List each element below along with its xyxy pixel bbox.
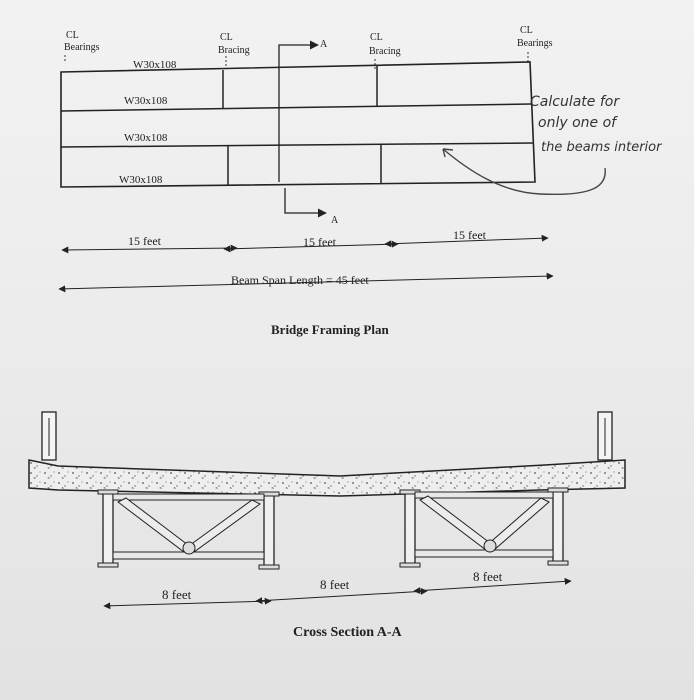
cl-bracing-right-line1: CL bbox=[370, 32, 383, 43]
top-strut-left bbox=[113, 494, 264, 500]
girder-pair-left bbox=[98, 490, 279, 569]
dim-line-seg1 bbox=[62, 248, 237, 250]
annotation-pointer-curve bbox=[443, 149, 605, 194]
beam-label-1: W30x108 bbox=[133, 59, 177, 71]
dim-label-seg2: 15 feet bbox=[303, 235, 336, 249]
cl-bearings-right-line2: Bearings bbox=[517, 38, 553, 49]
spacing-label-2: 8 feet bbox=[320, 577, 350, 592]
spacing-label-1: 8 feet bbox=[162, 587, 192, 602]
plan-outline bbox=[61, 62, 535, 187]
dim-label-seg1: 15 feet bbox=[128, 234, 161, 248]
cl-bearings-right-line1: CL bbox=[520, 25, 533, 36]
gusset-left bbox=[183, 542, 195, 554]
beam-label-2: W30x108 bbox=[124, 95, 168, 107]
gusset-right bbox=[484, 540, 496, 552]
section-title: Cross Section A-A bbox=[293, 625, 402, 640]
girder-left-1 bbox=[103, 492, 113, 564]
section-mark-top: A bbox=[320, 39, 328, 50]
annotation-line-1: Calculate for bbox=[530, 94, 620, 110]
brace-left-a bbox=[118, 498, 192, 552]
spacing-label-3: 8 feet bbox=[473, 569, 503, 584]
cl-bracing-left-line1: CL bbox=[220, 32, 233, 43]
annotation-line-3: the beams interior bbox=[541, 140, 662, 155]
dim-line-spacing2 bbox=[256, 591, 427, 601]
brace-left-b bbox=[186, 500, 260, 552]
section-cut-bottom bbox=[285, 188, 326, 213]
girder-pair-right bbox=[400, 488, 568, 567]
cl-bearings-left-line1: CL bbox=[66, 30, 79, 41]
span-length-label: Beam Span Length = 45 feet bbox=[231, 273, 369, 287]
beam-label-3: W30x108 bbox=[124, 132, 168, 144]
girder-right-1 bbox=[405, 492, 415, 564]
top-strut-right bbox=[415, 492, 553, 498]
brace-right-a bbox=[420, 496, 494, 550]
cl-bracing-left-line2: Bracing bbox=[218, 45, 250, 56]
brace-right-b bbox=[486, 498, 549, 550]
beam-label-4: W30x108 bbox=[119, 174, 163, 186]
cl-bracing-right-line2: Bracing bbox=[369, 46, 401, 57]
plan-title: Bridge Framing Plan bbox=[271, 322, 389, 337]
bottom-strut-right bbox=[415, 550, 553, 557]
girder-right-2 bbox=[553, 490, 563, 562]
annotation-line-2: only one of bbox=[538, 115, 617, 131]
cross-section bbox=[29, 412, 625, 640]
section-cut-top bbox=[279, 45, 318, 182]
girder-left-2 bbox=[264, 494, 274, 566]
section-mark-bottom: A bbox=[331, 215, 339, 226]
dim-label-seg3: 15 feet bbox=[453, 228, 486, 242]
framing-plan bbox=[59, 25, 553, 337]
cl-bearings-left-line2: Bearings bbox=[64, 42, 100, 53]
